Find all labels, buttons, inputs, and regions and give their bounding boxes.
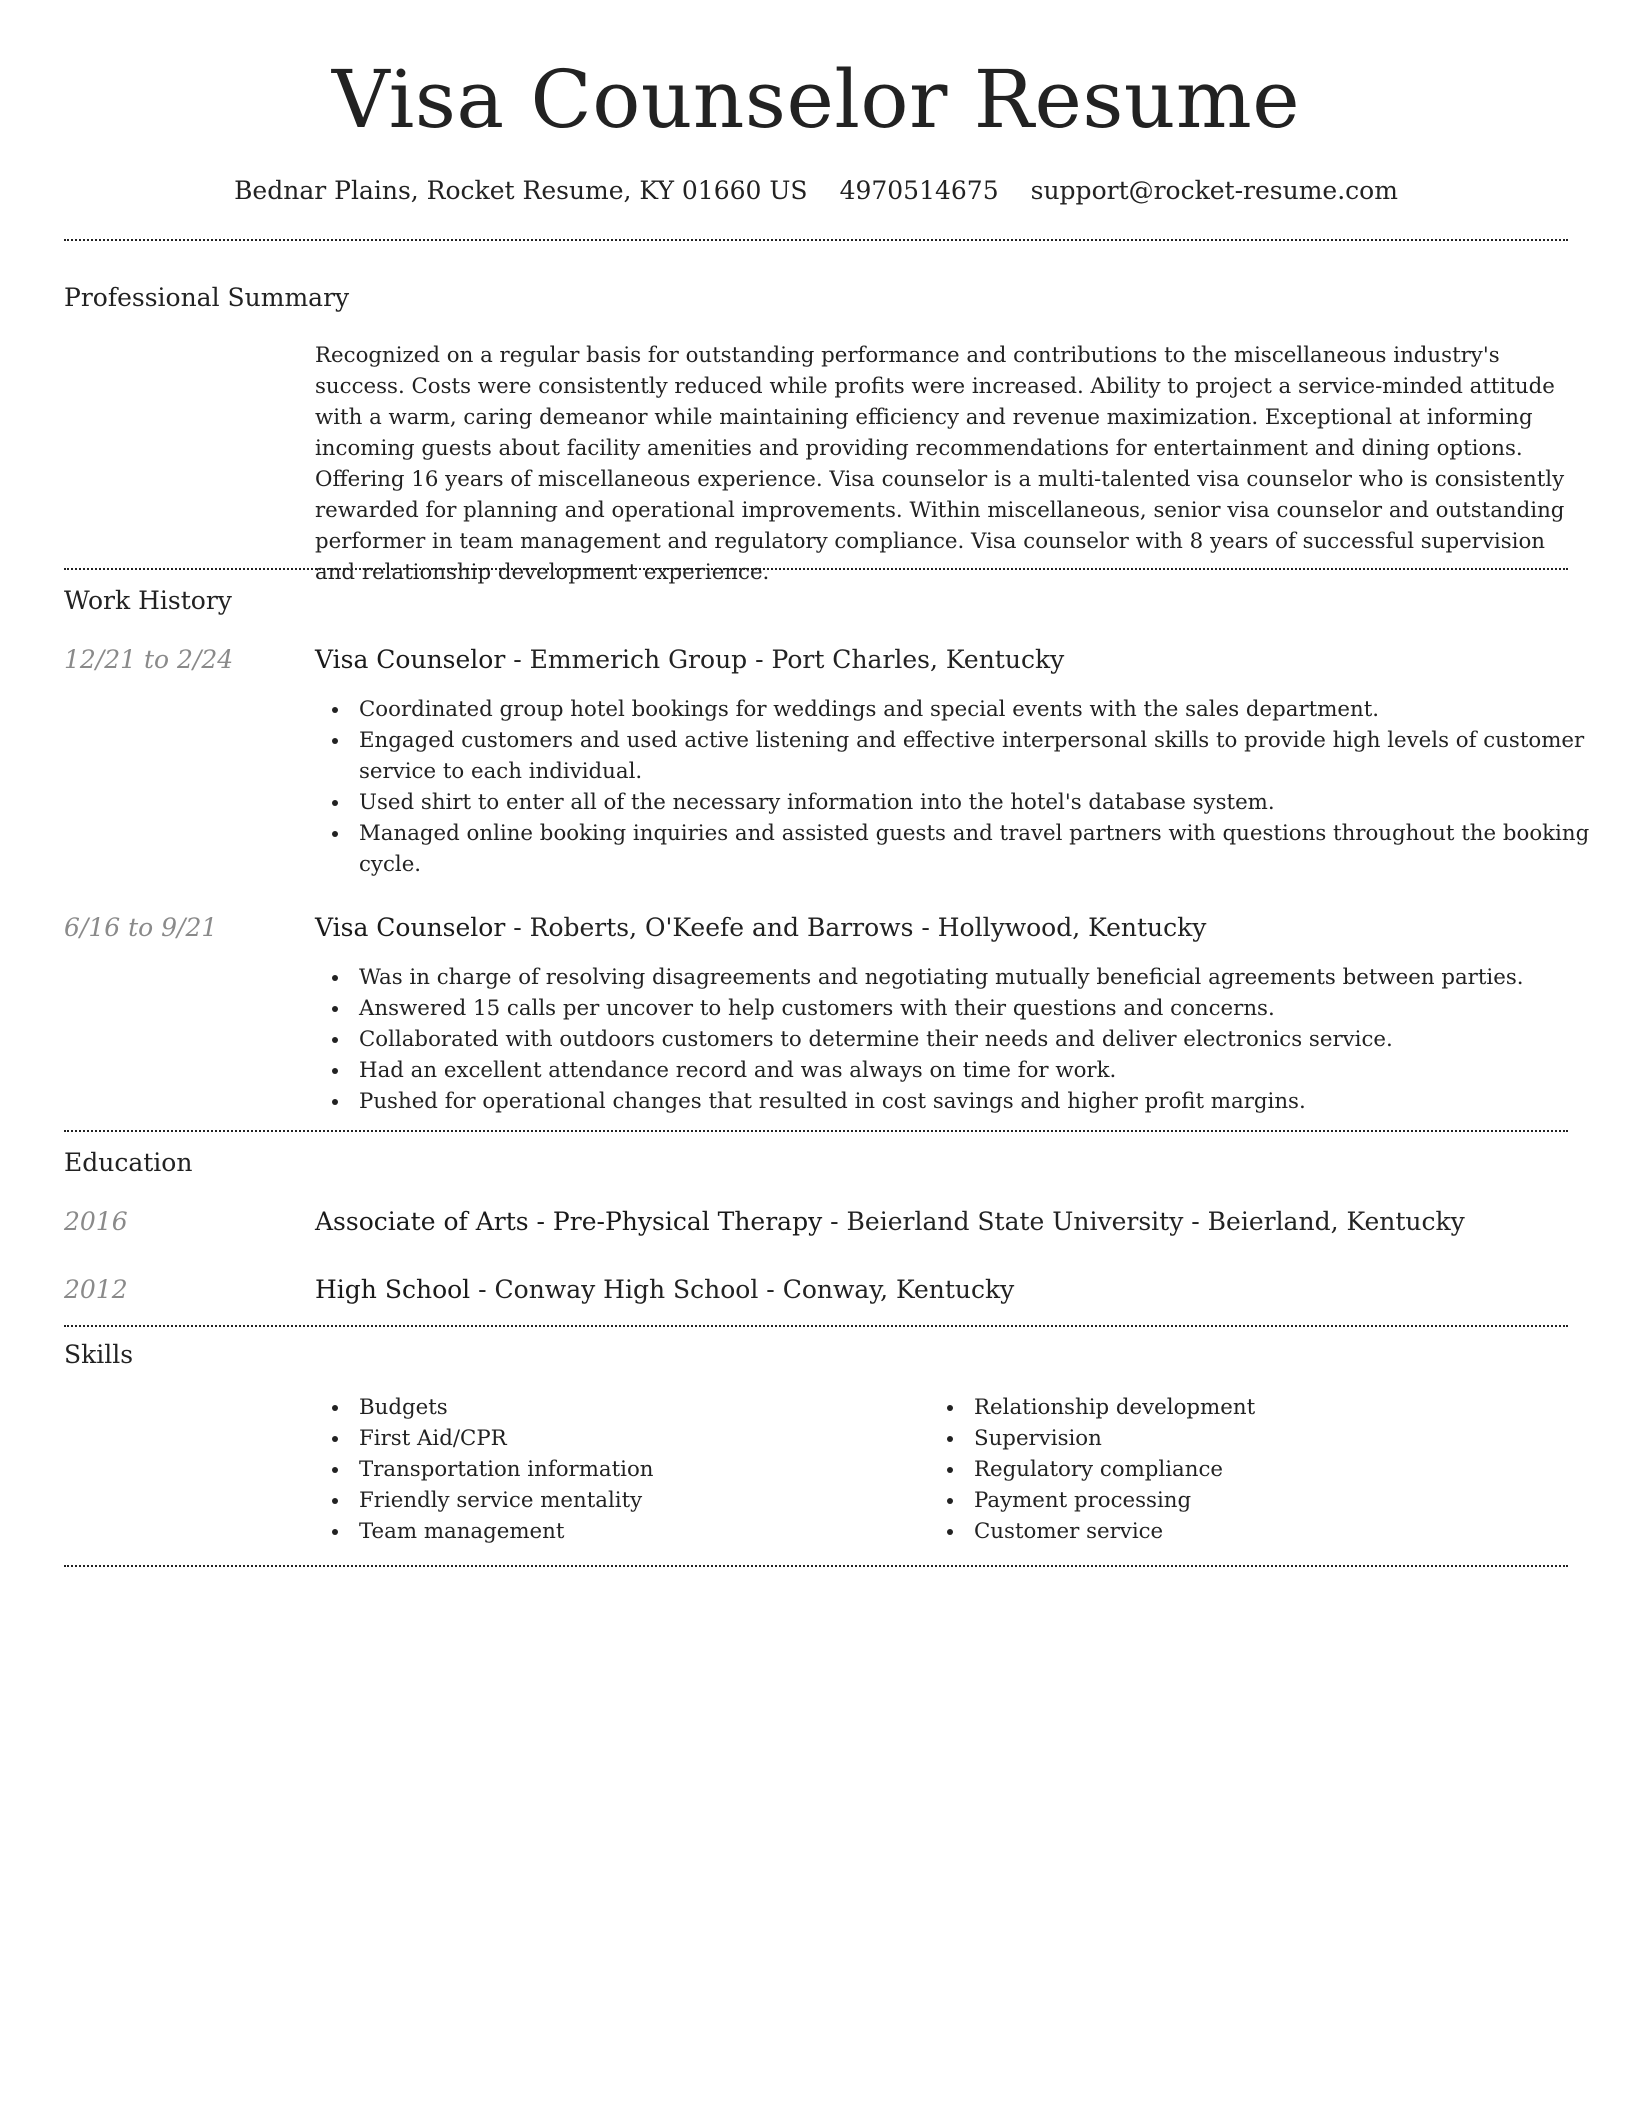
skill-item: Friendly service mentality <box>359 1485 654 1516</box>
education-heading <box>315 1273 1014 1307</box>
skill-item: Transportation information <box>359 1454 654 1485</box>
job-bullet: Managed online booking inquiries and assisted guests and travel partners with questions throughout the booking cycle. <box>359 818 1619 880</box>
job-bullets <box>315 962 1619 1117</box>
job-bullet: Coordinated group hotel bookings for weddings and special events with the sales department. <box>359 694 1619 725</box>
section-title-education: Education <box>64 1148 193 1177</box>
section-title-work-history: Work History <box>64 586 232 615</box>
summary-text: Recognized on a regular basis for outstanding performance and contributions to the miscellaneous industry's success. Costs were consistently reduced while profits were increased. Ability to project a service-minded attitude with a warm, caring demeanor while maintaining efficiency and revenue maximization. Exceptional at informing incoming guests about facility amenities and providing recommendations for entertainment and dining options. Offering 16 years of miscellaneous experience. Visa counselor is a multi-talented visa counselor who is consistently rewarded for planning and operational improvements. Within miscellaneous, senior visa counselor and outstanding performer in team management and regulatory compliance. Visa counselor with 8 years of successful supervision and relationship development experience. <box>315 343 1565 585</box>
job-bullets <box>315 694 1619 880</box>
section-title-summary: Professional Summary <box>64 283 350 312</box>
divider-work-history <box>64 1130 1568 1132</box>
skills-list-right <box>930 1392 1255 1547</box>
contact-email: support@rocket-resume.com <box>1030 176 1398 205</box>
skill-item: Regulatory compliance <box>974 1454 1255 1485</box>
skill-item: Budgets <box>359 1392 654 1423</box>
education-degree: High School <box>315 1275 471 1304</box>
skill-item: Customer service <box>974 1516 1255 1547</box>
resume-header <box>0 48 1632 208</box>
education-school-location: - Conway High School - Conway, Kentucky <box>470 1275 1015 1304</box>
contact-phone: 4970514675 <box>839 176 999 205</box>
job-heading <box>315 643 1064 677</box>
job-dates: 6/16 to 9/21 <box>64 913 218 942</box>
job-bullet: Had an excellent attendance record and was always on time for work. <box>359 1055 1619 1086</box>
education-year: 2016 <box>64 1207 128 1236</box>
education-school-location: - Beierland State University - Beierland, Kentucky <box>822 1207 1465 1236</box>
skill-item: Payment processing <box>974 1485 1255 1516</box>
job-bullet: Was in charge of resolving disagreements and negotiating mutually beneficial agreements between parties. <box>359 962 1619 993</box>
contact-line <box>0 174 1632 208</box>
job-dates: 12/21 to 2/24 <box>64 645 234 674</box>
education-year: 2012 <box>64 1275 128 1304</box>
education-heading <box>315 1205 1465 1239</box>
skills-list-left <box>315 1392 654 1547</box>
job-bullet: Engaged customers and used active listening and effective interpersonal skills to provide high levels of customer service to each individual. <box>359 725 1619 787</box>
job-title: Visa Counselor <box>315 645 506 674</box>
divider-header <box>64 239 1568 241</box>
skill-item: Relationship development <box>974 1392 1255 1423</box>
divider-skills <box>64 1565 1568 1567</box>
contact-address: Bednar Plains, Rocket Resume, KY 01660 US <box>234 176 808 205</box>
job-employer-location: - Roberts, O'Keefe and Barrows - Hollywood, Kentucky <box>505 913 1207 942</box>
education-degree: Associate of Arts - Pre-Physical Therapy <box>315 1207 823 1236</box>
job-bullet: Pushed for operational changes that resulted in cost savings and higher profit margins. <box>359 1086 1619 1117</box>
resume-title: Visa Counselor Resume <box>331 53 1301 146</box>
job-title: Visa Counselor <box>315 913 506 942</box>
skill-item: Supervision <box>974 1423 1255 1454</box>
job-employer-location: - Emmerich Group - Port Charles, Kentucky <box>505 645 1065 674</box>
job-bullet: Used shirt to enter all of the necessary information into the hotel's database system. <box>359 787 1619 818</box>
divider-education <box>64 1325 1568 1327</box>
job-bullet: Answered 15 calls per uncover to help customers with their questions and concerns. <box>359 993 1619 1024</box>
job-bullet: Collaborated with outdoors customers to determine their needs and deliver electronics service. <box>359 1024 1619 1055</box>
section-title-skills: Skills <box>64 1340 134 1369</box>
skill-item: Team management <box>359 1516 654 1547</box>
skill-item: First Aid/CPR <box>359 1423 654 1454</box>
divider-summary <box>64 568 1568 570</box>
job-heading <box>315 911 1206 945</box>
